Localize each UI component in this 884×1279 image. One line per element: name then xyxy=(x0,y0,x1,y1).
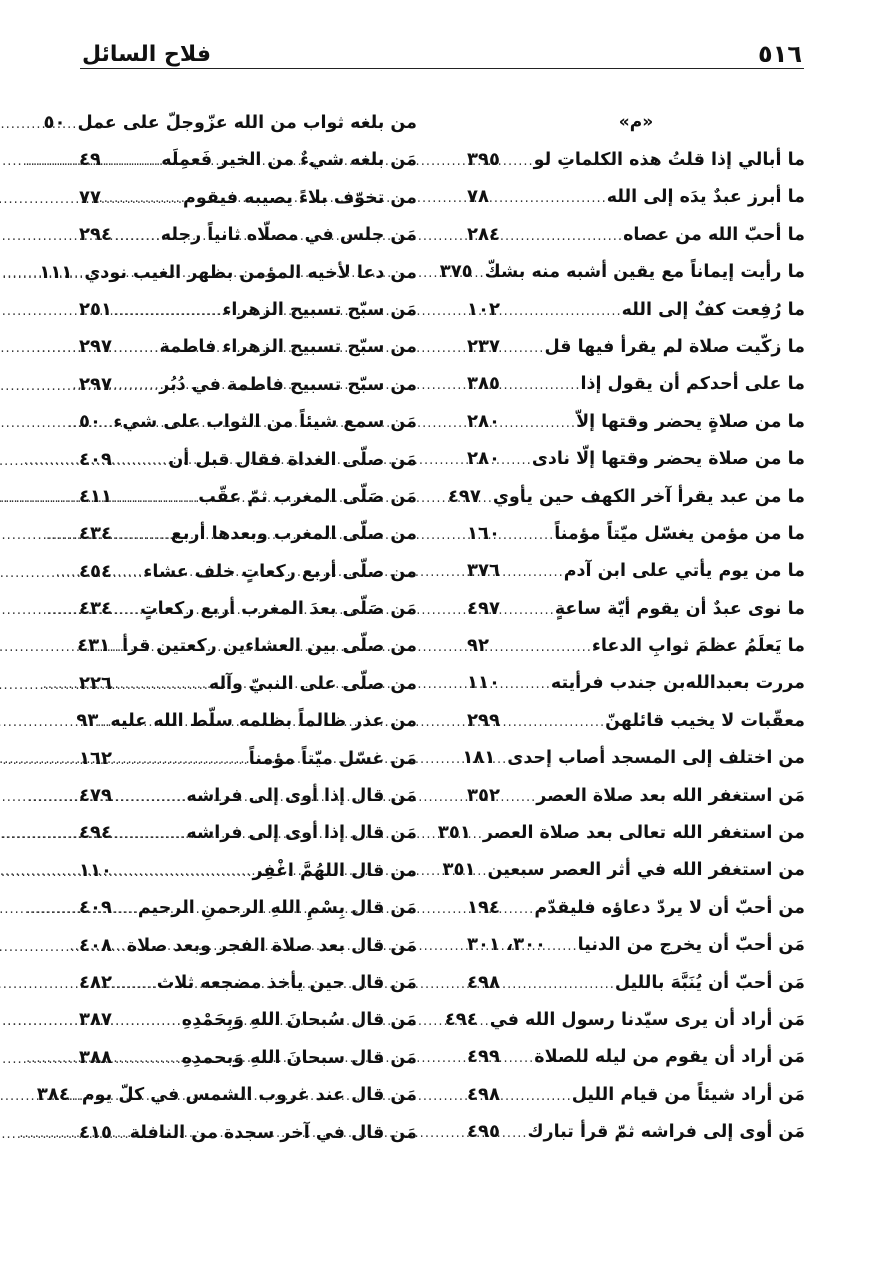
entry-page-number: ٤٩ xyxy=(79,149,101,171)
entry-text: من عذر ظالماً بظلمه سلّط الله عليه xyxy=(110,711,417,732)
entry-page-number: ٤٩٩ xyxy=(467,1046,500,1068)
entry-text: ما يَعلَمُ عظمَ ثوابِ الدعاء xyxy=(591,636,805,657)
entry-page-number: ٣٥٢ xyxy=(467,784,500,806)
index-entry xyxy=(79,777,417,814)
entry-page-number: ٣٨٥ xyxy=(467,373,500,395)
index-entry xyxy=(79,740,417,777)
index-entry xyxy=(467,964,805,1001)
dot-leader xyxy=(493,180,607,217)
dot-leader xyxy=(504,405,576,442)
dot-leader xyxy=(116,293,223,330)
index-entry xyxy=(467,178,805,215)
entry-page-number: ٤٩٥ xyxy=(467,1121,500,1143)
entry-page-number: ٩٣ xyxy=(76,710,99,732)
index-entry xyxy=(79,590,417,627)
entry-text: من استغفر الله تعالى بعد صلاة العصر xyxy=(482,823,805,844)
entry-text: مَن أحبّ أن يخرج من الدنيا xyxy=(577,935,805,956)
page-number: ٥١٦ xyxy=(758,40,802,68)
entry-text: مَن أحبّ أن يُنَبَّهَ بالليل xyxy=(614,972,805,993)
dot-leader xyxy=(477,255,485,292)
dot-leader xyxy=(504,779,536,816)
entry-page-number: ٧٧ xyxy=(79,186,101,208)
entry-page-number: ٢٨٤ xyxy=(467,223,500,245)
entry-page-number: ٤٩٨ xyxy=(467,971,500,993)
entry-page-number: ٤٩٧ xyxy=(467,597,500,619)
index-entry xyxy=(79,889,417,926)
dot-leader xyxy=(504,330,544,367)
dot-leader xyxy=(504,1078,572,1115)
dot-leader xyxy=(116,854,253,891)
entry-text: مَن قال حين يأخذ مضجعه ثلاث xyxy=(156,972,417,993)
index-entry xyxy=(467,328,805,365)
dot-leader xyxy=(74,1078,82,1115)
index-entry xyxy=(79,141,417,178)
index-entry xyxy=(36,1076,417,1113)
entry-text: مَن صَلّى المغرب ثمّ عقّب xyxy=(198,486,417,507)
index-entry xyxy=(467,664,805,701)
dot-leader xyxy=(504,1115,528,1152)
dot-leader xyxy=(116,891,138,928)
entry-text: ما رأيت إيماناً مع يقين أشبه منه بشكّ xyxy=(484,262,805,283)
dot-leader xyxy=(499,741,507,778)
entry-text: من صلّى أربع ركعاتٍ خلف عشاء xyxy=(143,561,417,582)
entry-page-number: ٤٩٤ xyxy=(79,822,112,844)
dot-leader xyxy=(116,667,209,704)
entry-page-number: ٤٩٧ xyxy=(447,485,481,507)
entry-page-number: ٤٩٨ xyxy=(467,1083,500,1105)
index-entry xyxy=(39,254,417,291)
entry-page-number: ٢٨٠ xyxy=(467,448,500,470)
entry-text: مَن قال بِسْمِ اللهِ الرحمنِ الرحيم xyxy=(137,898,417,919)
entry-text: مَن قال سبحانَ اللهِ وَبحمدِهِ xyxy=(181,1047,417,1068)
entry-page-number: ٢٩٧ xyxy=(79,336,112,358)
index-entry xyxy=(467,440,805,477)
entry-page-number: ٢٣٧ xyxy=(467,335,500,357)
dot-leader xyxy=(105,405,113,442)
index-entry xyxy=(79,328,417,365)
entry-text: من سبّح تسبيح الزهراء فاطمة xyxy=(159,337,417,358)
entry-text: ما أحبّ الله من عصاه xyxy=(623,224,805,245)
dot-leader xyxy=(116,218,161,255)
entry-text: مَن صَلّى بعدَ المغرب أربع ركعاتٍ xyxy=(140,599,417,620)
entry-page-number: ٣٨٨ xyxy=(79,1046,112,1068)
entry-text: ما أبرز عبدٌ يدَه إلى الله xyxy=(606,187,805,208)
dot-leader xyxy=(504,517,554,554)
index-entry xyxy=(467,777,805,814)
entry-text: ما على أحدكم أن يقول إذا xyxy=(580,374,805,395)
entry-text: مَن استغفر الله بعد صلاة العصر xyxy=(536,785,805,806)
entry-text: من بلغه ثواب من الله عزّوجلّ على عمل xyxy=(77,113,417,133)
index-entry xyxy=(79,366,417,403)
index-entry xyxy=(79,291,417,328)
entry-page-number: ٤٩٤ xyxy=(444,1008,478,1030)
entry-text: مَن أراد أن يقوم من ليله للصلاة xyxy=(534,1047,805,1068)
dot-leader xyxy=(550,928,578,965)
index-entry xyxy=(442,851,805,888)
dot-leader xyxy=(116,368,159,405)
entry-text: مَن أراد أن يرى سيّدنا رسول الله في xyxy=(489,1009,805,1030)
entry-page-number: ٢٩٧ xyxy=(79,373,112,395)
entry-page-number: ٢٥١ xyxy=(79,298,112,320)
entry-page-number: ١٩٤ xyxy=(467,896,500,918)
dot-leader xyxy=(105,143,161,180)
entry-page-number: ٤٠٩ xyxy=(79,448,112,470)
index-entry xyxy=(467,403,805,440)
entry-page-number: ٥٠ xyxy=(79,411,101,433)
entry-text: مَن قال إذا أوى إلى فراشه xyxy=(186,823,417,844)
entry-text: من قال اللهُمَّ اغْفِر xyxy=(252,860,417,881)
dot-leader xyxy=(116,742,249,779)
index-entry xyxy=(43,104,417,141)
entry-text: ما أبالي إذا قلتُ هذه الكلماتِ لو xyxy=(533,150,805,170)
index-entry xyxy=(467,590,805,627)
dot-leader xyxy=(102,704,110,741)
entry-page-number: ٤٣٤ xyxy=(79,598,112,620)
entry-text: مَن أراد شيئاً من قيام الليل xyxy=(571,1084,805,1105)
dot-leader xyxy=(504,218,623,255)
entry-text: من صلّى بين العشاءين ركعتين قرأ xyxy=(122,636,417,657)
entry-text: مَن بلغه شيءٌ من الخير فَعمِلَه xyxy=(161,150,417,171)
index-column-right xyxy=(437,104,805,1151)
index-entry xyxy=(444,1001,805,1038)
entry-text: ما من صلاة يحضر وقتها إلّا نادى xyxy=(531,449,805,470)
index-entry xyxy=(79,964,417,1001)
index-entry xyxy=(467,1113,805,1150)
entry-page-number: ٥٠ xyxy=(43,112,66,133)
entry-page-number: ١٦٠ xyxy=(467,522,500,544)
index-column-left xyxy=(36,104,417,1151)
index-entry xyxy=(467,889,805,926)
entry-page-number: ٢٨٠ xyxy=(467,410,500,432)
index-entry xyxy=(79,441,417,478)
entry-text: ما من يوم يأتي على ابن آدم xyxy=(563,561,805,582)
dot-leader xyxy=(116,330,160,367)
entry-page-number: ٤١١ xyxy=(79,485,112,507)
index-entry xyxy=(79,1039,417,1076)
dot-leader xyxy=(116,592,140,629)
entry-text: مررت بعبدالله‌بن جندب فرأيته xyxy=(550,673,805,694)
index-entry xyxy=(467,1038,805,1075)
entry-page-number: ٤٣١ xyxy=(77,635,111,657)
index-entry xyxy=(79,179,417,216)
entry-text: مَن سمع شيئاً من الثواب على شيء xyxy=(113,412,417,433)
entry-page-number: ١١٠ xyxy=(467,672,500,694)
index-entry xyxy=(467,627,805,664)
dot-leader xyxy=(504,554,564,591)
index-entry xyxy=(79,852,417,889)
dot-leader xyxy=(504,143,534,180)
entry-text: مَن صلّى الغداة فقال قبل أن xyxy=(168,449,417,470)
index-entry xyxy=(447,478,805,515)
dot-leader xyxy=(114,629,122,666)
index-entry xyxy=(462,739,805,776)
dot-leader xyxy=(116,517,171,554)
dot-leader xyxy=(504,592,555,629)
entry-page-number: ٩٢ xyxy=(467,635,489,657)
entry-page-number: ٤١٥ xyxy=(79,1121,112,1143)
dot-leader xyxy=(116,1041,182,1078)
entry-page-number: ١١٠ xyxy=(79,859,112,881)
entry-text: ما من مؤمن يغسّل ميّتاً مؤمناً xyxy=(554,523,805,544)
index-entry xyxy=(79,515,417,552)
index-entry xyxy=(467,702,805,739)
index-entry xyxy=(79,665,417,702)
entry-page-number: ١٠٢ xyxy=(467,298,500,320)
entry-page-number: ٤٧٩ xyxy=(79,785,112,807)
entry-text: من استغفر الله في أثر العصر سبعين xyxy=(487,860,805,881)
dot-leader xyxy=(504,442,532,479)
index-entry xyxy=(79,927,417,964)
entry-text: ما رُفِعت كفٌ إلى الله xyxy=(621,299,805,320)
dot-leader xyxy=(504,891,534,928)
index-entry xyxy=(79,403,417,440)
entry-page-number: ٣٨٧ xyxy=(79,1009,112,1031)
entry-page-number: ٤٠٩ xyxy=(79,897,112,919)
entry-page-number: ٣٧٥ xyxy=(439,261,473,283)
entry-text: ما من عبد يقرأ آخر الكهف حين يأوي xyxy=(492,486,805,507)
index-entry xyxy=(439,253,805,290)
entry-page-number: ١٦٢ xyxy=(79,747,112,769)
dot-leader xyxy=(475,816,483,853)
dot-leader xyxy=(504,1040,534,1077)
entry-page-number: ٣٥١ xyxy=(442,859,476,881)
entry-text: مَن قال عند غروب الشمس في كلّ يوم xyxy=(81,1085,417,1106)
entry-page-number: ١٨١ xyxy=(462,747,496,769)
section-letter: «م» xyxy=(618,112,654,132)
index-entry xyxy=(79,1001,417,1038)
index-entry xyxy=(437,814,805,851)
index-entry xyxy=(467,552,805,589)
entry-page-number: ١١١ xyxy=(39,261,73,283)
dot-leader xyxy=(69,106,77,143)
entry-text: مَن قال إذا أوى إلى فراشه xyxy=(186,786,417,807)
dot-leader xyxy=(504,966,615,1003)
index-entry xyxy=(467,515,805,552)
index-entry xyxy=(467,365,805,402)
entry-page-number: ٤٥٤ xyxy=(79,560,112,582)
index-entry xyxy=(467,141,805,178)
dot-leader xyxy=(116,443,168,480)
entry-page-number: ٣٩٥ xyxy=(467,149,500,170)
entry-text: مَن أوى إلى فراشه ثمّ قرأ تبارك xyxy=(527,1122,805,1143)
entry-text: من صلّى المغرب وبعدها أربع xyxy=(170,524,417,545)
entry-page-number: ٣٨٤ xyxy=(36,1084,70,1106)
entry-page-number: ٢٩٩ xyxy=(467,709,500,731)
running-title: فلاح السائل xyxy=(82,42,211,67)
dot-leader xyxy=(116,1003,182,1040)
dot-leader xyxy=(504,367,581,404)
dot-leader xyxy=(504,293,622,330)
dot-leader xyxy=(116,555,143,592)
page-header xyxy=(80,38,804,69)
entry-text: من سبّح تسبيح فاطمة في دُبُر xyxy=(159,374,417,395)
index-entry xyxy=(467,926,805,963)
dot-leader xyxy=(76,256,84,293)
entry-page-number: ٤٨٢ xyxy=(79,971,112,993)
index-entry xyxy=(467,1076,805,1113)
entry-text: من أحبّ أن لا يردّ دعاؤه فليقدّم xyxy=(534,897,805,918)
entry-text: ما نوى عبدٌ أن يقوم أيّة ساعةٍ xyxy=(554,598,805,619)
dot-leader xyxy=(504,666,551,703)
entry-text: مَن قال بعد صلاة الفجر وبعد صلاة xyxy=(126,935,417,956)
dot-leader xyxy=(116,929,127,966)
entry-text: معقّبات لا يخيب قائلهنّ xyxy=(605,710,805,731)
dot-leader xyxy=(504,704,605,741)
entry-text: مَن قال سُبحانَ اللهِ وَبِحَمْدِهِ xyxy=(181,1010,417,1031)
entry-text: مَن غسّل ميّتاً مؤمناً xyxy=(248,748,417,769)
entry-page-number: ٤٠٨ xyxy=(79,934,112,956)
index-entry xyxy=(79,553,417,590)
entry-text: من اختلف إلى المسجد أصاب إحدى xyxy=(507,748,805,769)
entry-page-number: ٢٢٦ xyxy=(79,672,112,694)
entry-text: مَن جلس في مصلّاه ثانياً رجله xyxy=(160,225,417,246)
index-entry xyxy=(79,814,417,851)
entry-page-number: ٣٥١ xyxy=(437,822,471,844)
entry-page-number: ٣٠٠، ٣٠١ xyxy=(467,934,547,956)
index-entry xyxy=(79,478,417,515)
index-entry xyxy=(79,1114,417,1151)
entry-text: ما من صلاةٍ يحضر وقتها إلاّ xyxy=(576,411,805,432)
entry-text: من دعا لأخيه المؤمن بظهر الغيب نودي xyxy=(84,262,417,283)
entry-text: من صلّى على النبيّ وآله xyxy=(208,673,417,694)
dot-leader xyxy=(105,181,183,218)
dot-leader xyxy=(116,1116,130,1153)
dot-leader xyxy=(116,779,186,816)
dot-leader xyxy=(485,480,493,517)
dot-leader xyxy=(116,816,186,853)
entry-text: مَن قال في آخر سجدة من النافلة xyxy=(129,1122,417,1143)
entry-text: ما زكّيت صلاة لم يقرأ فيها قل xyxy=(544,336,805,357)
entry-text: مَن سبّح تسبيح الزهراء xyxy=(222,299,417,320)
entry-text: من تخوّف بلاءً يصيبه فيقوم xyxy=(183,187,417,208)
entry-page-number: ٤٣٤ xyxy=(79,523,112,545)
index-entry xyxy=(467,216,805,253)
entry-page-number: ٢٩٤ xyxy=(79,224,112,246)
index-entry xyxy=(79,216,417,253)
index-entry xyxy=(79,627,417,664)
entry-page-number: ٣٧٦ xyxy=(467,560,500,582)
index-entry xyxy=(76,702,417,739)
dot-leader xyxy=(116,480,198,517)
index-entry xyxy=(467,291,805,328)
dot-leader xyxy=(493,629,592,666)
dot-leader xyxy=(480,853,488,890)
dot-leader xyxy=(482,1003,490,1040)
entry-page-number: ٧٨ xyxy=(467,186,489,208)
dot-leader xyxy=(116,966,157,1003)
